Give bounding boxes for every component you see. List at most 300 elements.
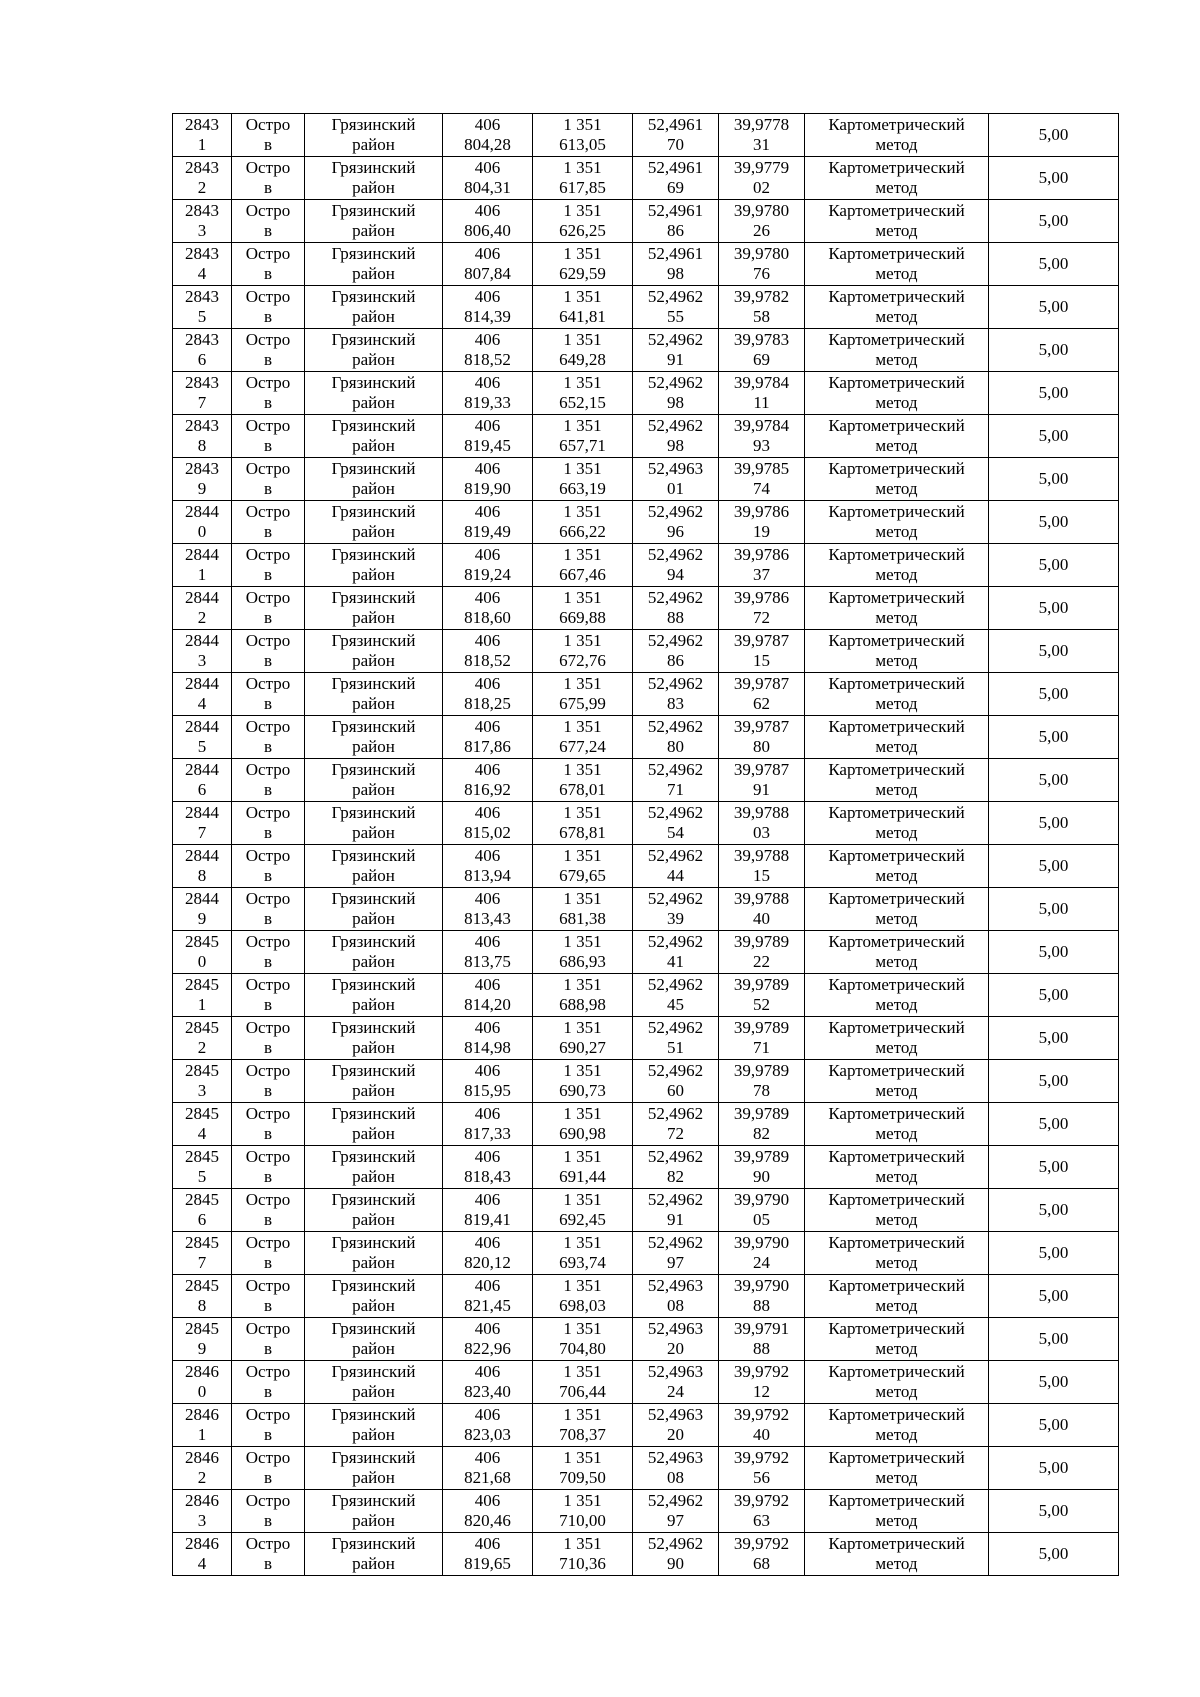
latitude-cell-line: 08 [667,1296,684,1315]
x-coordinate-cell-line: 406 [474,588,501,607]
district-cell-line: Грязинский [331,1448,416,1467]
point-number-cell-line: 2845 [185,1276,219,1295]
y-coordinate-cell [533,931,633,974]
district-cell-line: Грязинский [331,631,416,650]
x-coordinate-cell-line: 406 [474,287,501,306]
method-cell-line: метод [875,995,918,1014]
y-coordinate-cell-line: 626,25 [559,221,606,240]
method-cell-line: Картометрический [828,330,965,349]
point-number-cell-line: 2843 [185,287,219,306]
point-number-cell-line: 3 [197,1081,207,1100]
point-number-cell-line: 2843 [185,244,219,263]
longitude-cell-line: 39,9785 [733,459,790,478]
x-coordinate-cell-line: 406 [474,373,501,392]
x-coordinate-cell [443,931,533,974]
longitude-cell-line: 39,9791 [733,1319,790,1338]
latitude-cell-line: 08 [667,1468,684,1487]
method-cell [805,630,989,673]
method-cell-line: метод [875,1253,918,1272]
longitude-cell-line: 39,9780 [733,201,790,220]
latitude-cell-line: 52,4962 [647,1534,704,1553]
longitude-cell-line: 24 [753,1253,770,1272]
district-cell-line: Грязинский [331,115,416,134]
y-coordinate-cell-line: 667,46 [559,565,606,584]
method-cell [805,372,989,415]
longitude-cell-line: 19 [753,522,770,541]
method-cell [805,587,989,630]
longitude-cell-line: 91 [753,780,770,799]
method-cell-line: метод [875,737,918,756]
method-cell [805,243,989,286]
latitude-cell-line: 86 [667,221,684,240]
object-type-cell [232,1189,305,1232]
method-cell-line: метод [875,221,918,240]
latitude-cell-line: 52,4962 [647,803,704,822]
district-cell-line: район [352,823,395,842]
x-coordinate-cell-line: 406 [474,846,501,865]
point-number-cell [173,329,232,372]
y-coordinate-cell [533,802,633,845]
y-coordinate-cell [533,716,633,759]
latitude-cell-line: 44 [667,866,684,885]
point-number-cell-line: 4 [197,1124,207,1143]
district-cell-line: Грязинский [331,416,416,435]
latitude-cell-line: 71 [667,780,684,799]
district-cell-line: Грязинский [331,287,416,306]
x-coordinate-cell-line: 406 [474,158,501,177]
x-coordinate-cell-line: 819,41 [464,1210,511,1229]
district-cell-line: район [352,694,395,713]
object-type-cell-line: в [263,1511,273,1530]
method-cell [805,1318,989,1361]
longitude-cell-line: 05 [753,1210,770,1229]
y-coordinate-cell-line: 1 351 [563,1018,602,1037]
y-coordinate-cell [533,1404,633,1447]
method-cell [805,1490,989,1533]
longitude-cell-line: 39,9792 [733,1491,790,1510]
district-cell-line: район [352,1296,395,1315]
method-cell-line: метод [875,1425,918,1444]
district-cell [305,1533,443,1576]
object-type-cell-line: в [263,1468,273,1487]
latitude-cell [633,1318,719,1361]
x-coordinate-cell-line: 406 [474,1147,501,1166]
district-cell [305,157,443,200]
y-coordinate-cell [533,587,633,630]
district-cell-line: Грязинский [331,889,416,908]
method-cell-line: Картометрический [828,760,965,779]
longitude-cell [719,415,805,458]
table-row [173,329,1119,372]
longitude-cell [719,114,805,157]
x-coordinate-cell-line: 807,84 [464,264,511,283]
point-number-cell-line: 2845 [185,1147,219,1166]
latitude-cell-line: 39 [667,909,684,928]
object-type-cell [232,1017,305,1060]
method-cell-line: метод [875,866,918,885]
method-cell [805,931,989,974]
y-coordinate-cell-line: 1 351 [563,1491,602,1510]
y-coordinate-cell-line: 1 351 [563,459,602,478]
district-cell [305,243,443,286]
latitude-cell-line: 52,4962 [647,287,704,306]
point-number-cell-line: 5 [197,1167,207,1186]
x-coordinate-cell-line: 406 [474,932,501,951]
object-type-cell-line: Остро [245,115,291,134]
point-number-cell-line: 4 [197,264,207,283]
x-coordinate-cell-line: 406 [474,803,501,822]
table-row [173,1060,1119,1103]
latitude-cell-line: 98 [667,264,684,283]
y-coordinate-cell [533,1447,633,1490]
method-cell [805,329,989,372]
longitude-cell [719,243,805,286]
error-cell: 5,00 [989,329,1119,372]
x-coordinate-cell-line: 815,95 [464,1081,511,1100]
y-coordinate-cell [533,329,633,372]
latitude-cell [633,716,719,759]
table-row [173,630,1119,673]
point-number-cell-line: 2845 [185,1190,219,1209]
point-number-cell [173,587,232,630]
district-cell-line: Грязинский [331,459,416,478]
object-type-cell-line: в [263,823,273,842]
district-cell-line: район [352,780,395,799]
y-coordinate-cell [533,1232,633,1275]
latitude-cell-line: 52,4962 [647,1147,704,1166]
district-cell-line: Грязинский [331,244,416,263]
point-number-cell [173,1447,232,1490]
district-cell-line: район [352,1124,395,1143]
object-type-cell [232,845,305,888]
x-coordinate-cell-line: 406 [474,459,501,478]
longitude-cell-line: 31 [753,135,770,154]
latitude-cell-line: 52,4962 [647,674,704,693]
object-type-cell-line: в [263,1253,273,1272]
longitude-cell-line: 71 [753,1038,770,1057]
point-number-cell-line: 1 [197,135,207,154]
error-cell: 5,00 [989,544,1119,587]
method-cell [805,888,989,931]
district-cell [305,501,443,544]
error-cell: 5,00 [989,1490,1119,1533]
object-type-cell-line: в [263,1296,273,1315]
table-row [173,888,1119,931]
object-type-cell-line: Остро [245,287,291,306]
x-coordinate-cell-line: 816,92 [464,780,511,799]
point-number-cell-line: 6 [197,1210,207,1229]
x-coordinate-cell [443,1060,533,1103]
longitude-cell-line: 39,9780 [733,244,790,263]
error-cell: 5,00 [989,1189,1119,1232]
longitude-cell-line: 39,9790 [733,1233,790,1252]
y-coordinate-cell-line: 1 351 [563,1061,602,1080]
method-cell-line: метод [875,1210,918,1229]
error-cell: 5,00 [989,1146,1119,1189]
x-coordinate-cell-line: 406 [474,1362,501,1381]
x-coordinate-cell-line: 804,31 [464,178,511,197]
object-type-cell [232,931,305,974]
district-cell-line: район [352,565,395,584]
point-number-cell-line: 2846 [185,1534,219,1553]
x-coordinate-cell-line: 406 [474,1233,501,1252]
y-coordinate-cell-line: 1 351 [563,502,602,521]
district-cell [305,1189,443,1232]
x-coordinate-cell-line: 819,33 [464,393,511,412]
district-cell [305,1275,443,1318]
method-cell [805,1189,989,1232]
longitude-cell-line: 69 [753,350,770,369]
y-coordinate-cell-line: 708,37 [559,1425,606,1444]
x-coordinate-cell-line: 406 [474,1405,501,1424]
x-coordinate-cell-line: 813,43 [464,909,511,928]
point-number-cell-line: 2 [197,178,207,197]
method-cell-line: метод [875,1081,918,1100]
y-coordinate-cell-line: 710,36 [559,1554,606,1573]
method-cell [805,114,989,157]
y-coordinate-cell [533,501,633,544]
object-type-cell-line: в [263,221,273,240]
object-type-cell-line: Остро [245,244,291,263]
district-cell-line: Грязинский [331,1319,416,1338]
point-number-cell [173,200,232,243]
x-coordinate-cell [443,802,533,845]
longitude-cell-line: 58 [753,307,770,326]
longitude-cell-line: 39,9784 [733,416,790,435]
object-type-cell-line: Остро [245,1405,291,1424]
method-cell [805,673,989,716]
x-coordinate-cell [443,114,533,157]
object-type-cell-line: в [263,1038,273,1057]
latitude-cell-line: 52,4962 [647,975,704,994]
y-coordinate-cell-line: 686,93 [559,952,606,971]
method-cell-line: метод [875,522,918,541]
district-cell [305,1447,443,1490]
y-coordinate-cell [533,544,633,587]
x-coordinate-cell-line: 818,60 [464,608,511,627]
point-number-cell [173,286,232,329]
object-type-cell-line: Остро [245,932,291,951]
method-cell [805,1533,989,1576]
x-coordinate-cell-line: 406 [474,1448,501,1467]
longitude-cell-line: 39,9792 [733,1362,790,1381]
method-cell-line: метод [875,350,918,369]
point-number-cell-line: 0 [197,1382,207,1401]
y-coordinate-cell-line: 1 351 [563,545,602,564]
x-coordinate-cell-line: 406 [474,1491,501,1510]
object-type-cell [232,759,305,802]
point-number-cell [173,716,232,759]
x-coordinate-cell-line: 823,40 [464,1382,511,1401]
error-cell: 5,00 [989,458,1119,501]
point-number-cell [173,544,232,587]
longitude-cell [719,1275,805,1318]
latitude-cell [633,1490,719,1533]
point-number-cell [173,1275,232,1318]
longitude-cell-line: 39,9778 [733,115,790,134]
method-cell-line: Картометрический [828,459,965,478]
method-cell-line: Картометрический [828,1362,965,1381]
district-cell [305,673,443,716]
object-type-cell-line: в [263,1382,273,1401]
longitude-cell-line: 39,9789 [733,1018,790,1037]
object-type-cell-line: Остро [245,975,291,994]
point-number-cell [173,1103,232,1146]
x-coordinate-cell [443,716,533,759]
district-cell [305,1404,443,1447]
x-coordinate-cell-line: 814,98 [464,1038,511,1057]
y-coordinate-cell-line: 1 351 [563,201,602,220]
method-cell-line: Картометрический [828,158,965,177]
method-cell-line: метод [875,393,918,412]
point-number-cell-line: 2843 [185,459,219,478]
latitude-cell-line: 52,4962 [647,416,704,435]
x-coordinate-cell [443,544,533,587]
method-cell-line: метод [875,264,918,283]
district-cell [305,1318,443,1361]
coordinates-table [172,113,1119,1576]
table-row [173,1490,1119,1533]
object-type-cell [232,329,305,372]
latitude-cell-line: 52,4962 [647,1018,704,1037]
method-cell-line: Картометрический [828,1448,965,1467]
table-row [173,1447,1119,1490]
longitude-cell [719,1146,805,1189]
longitude-cell-line: 80 [753,737,770,756]
method-cell-line: Картометрический [828,1276,965,1295]
point-number-cell [173,501,232,544]
district-cell-line: район [352,1425,395,1444]
longitude-cell [719,802,805,845]
y-coordinate-cell-line: 690,27 [559,1038,606,1057]
latitude-cell-line: 45 [667,995,684,1014]
latitude-cell-line: 86 [667,651,684,670]
method-cell [805,974,989,1017]
latitude-cell [633,759,719,802]
method-cell-line: метод [875,479,918,498]
point-number-cell-line: 2845 [185,1233,219,1252]
object-type-cell [232,1447,305,1490]
method-cell [805,759,989,802]
object-type-cell [232,1490,305,1533]
y-coordinate-cell-line: 1 351 [563,674,602,693]
error-cell: 5,00 [989,1017,1119,1060]
object-type-cell-line: в [263,393,273,412]
y-coordinate-cell [533,1318,633,1361]
point-number-cell [173,845,232,888]
method-cell-line: Картометрический [828,545,965,564]
y-coordinate-cell-line: 1 351 [563,846,602,865]
district-cell-line: Грязинский [331,545,416,564]
y-coordinate-cell-line: 1 351 [563,158,602,177]
table-row [173,286,1119,329]
y-coordinate-cell [533,1189,633,1232]
error-cell: 5,00 [989,1404,1119,1447]
latitude-cell-line: 60 [667,1081,684,1100]
table-row [173,759,1119,802]
point-number-cell-line: 7 [197,393,207,412]
table-row [173,157,1119,200]
district-cell-line: район [352,608,395,627]
point-number-cell-line: 2846 [185,1491,219,1510]
longitude-cell [719,759,805,802]
latitude-cell [633,544,719,587]
district-cell-line: Грязинский [331,588,416,607]
point-number-cell-line: 8 [197,1296,207,1315]
point-number-cell-line: 2 [197,1038,207,1057]
error-cell: 5,00 [989,286,1119,329]
object-type-cell [232,1232,305,1275]
longitude-cell-line: 03 [753,823,770,842]
table-row [173,1361,1119,1404]
object-type-cell-line: Остро [245,1276,291,1295]
longitude-cell-line: 39,9779 [733,158,790,177]
method-cell [805,1017,989,1060]
point-number-cell-line: 4 [197,1554,207,1573]
longitude-cell-line: 39,9787 [733,674,790,693]
table-row [173,1017,1119,1060]
table-row [173,1146,1119,1189]
longitude-cell [719,587,805,630]
longitude-cell [719,673,805,716]
x-coordinate-cell [443,974,533,1017]
object-type-cell-line: в [263,694,273,713]
district-cell-line: район [352,1081,395,1100]
longitude-cell-line: 88 [753,1296,770,1315]
latitude-cell-line: 52,4962 [647,545,704,564]
y-coordinate-cell [533,286,633,329]
district-cell-line: Грязинский [331,1104,416,1123]
object-type-cell [232,458,305,501]
method-cell-line: метод [875,608,918,627]
x-coordinate-cell-line: 406 [474,201,501,220]
object-type-cell-line: в [263,1081,273,1100]
method-cell [805,1146,989,1189]
object-type-cell [232,630,305,673]
method-cell-line: метод [875,651,918,670]
latitude-cell [633,1189,719,1232]
longitude-cell [719,845,805,888]
method-cell-line: Картометрический [828,1534,965,1553]
y-coordinate-cell-line: 1 351 [563,287,602,306]
longitude-cell-line: 40 [753,909,770,928]
latitude-cell-line: 52,4963 [647,459,704,478]
object-type-cell-line: в [263,866,273,885]
method-cell-line: Картометрический [828,115,965,134]
district-cell-line: район [352,1511,395,1530]
method-cell-line: метод [875,823,918,842]
longitude-cell-line: 12 [753,1382,770,1401]
object-type-cell [232,888,305,931]
method-cell-line: Картометрический [828,1319,965,1338]
point-number-cell-line: 8 [197,866,207,885]
longitude-cell [719,1490,805,1533]
object-type-cell [232,200,305,243]
object-type-cell-line: в [263,1425,273,1444]
error-cell: 5,00 [989,716,1119,759]
point-number-cell-line: 2845 [185,1061,219,1080]
x-coordinate-cell [443,1146,533,1189]
x-coordinate-cell [443,200,533,243]
object-type-cell [232,974,305,1017]
longitude-cell [719,157,805,200]
longitude-cell [719,974,805,1017]
latitude-cell [633,114,719,157]
point-number-cell [173,1232,232,1275]
x-coordinate-cell-line: 406 [474,1190,501,1209]
x-coordinate-cell [443,1447,533,1490]
x-coordinate-cell [443,1490,533,1533]
